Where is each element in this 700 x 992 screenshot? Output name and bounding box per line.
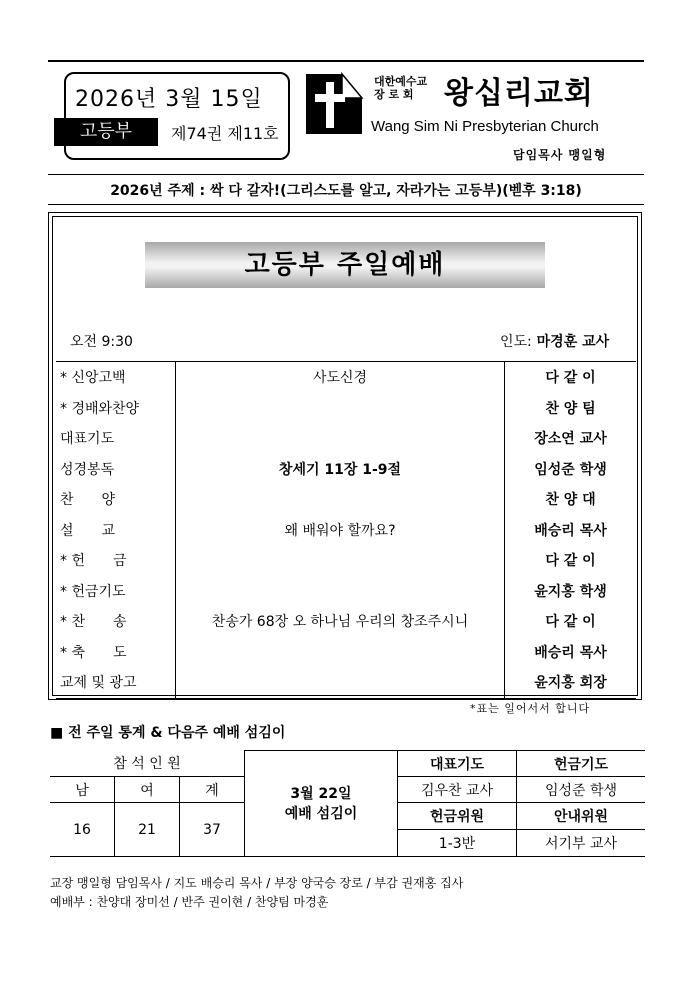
stats-title-text: 전 주일 통계 & 다음주 예배 섬김이: [68, 725, 286, 741]
senior-pastor: 담임목사 맹일형: [513, 148, 607, 162]
next-label: 예배 섬김이: [284, 805, 358, 822]
order-of-worship: [56, 361, 636, 699]
next-date: 3월 22일: [290, 785, 352, 802]
order-content: 왜 배워야 할까요?: [176, 515, 505, 546]
order-row: [56, 423, 636, 454]
prayer-header: 대표기도: [398, 751, 517, 777]
order-person: 찬 양 대: [545, 492, 596, 509]
order-row: [56, 454, 636, 485]
top-rule: [48, 60, 644, 62]
order-content: [176, 637, 505, 668]
order-row: [56, 393, 636, 424]
order-content: [176, 576, 505, 607]
volume-number: 제74권 제11호: [171, 124, 279, 143]
order-item: * 신앙고백: [56, 362, 176, 393]
next-week-cell: [245, 751, 398, 857]
order-row: [56, 484, 636, 515]
year-theme: 2026년 주제 : 싹 다 갈자!(그리스도를 알고, 자라가는 고등부)(벧후 3:18): [110, 183, 582, 199]
order-row: [56, 362, 636, 393]
order-item: 교제 및 광고: [56, 667, 176, 698]
service-time: 오전 9:30: [70, 334, 133, 350]
order-row: [56, 606, 636, 637]
order-person: 윤지홍 학생: [534, 583, 607, 600]
order-row: [56, 545, 636, 576]
order-item: * 축 도: [56, 637, 176, 668]
order-content: [176, 484, 505, 515]
offering-prayer-header: 헌금기도: [517, 751, 646, 777]
order-person: 다 같 이: [545, 553, 596, 570]
order-item: * 찬 송: [56, 606, 176, 637]
order-person: 배승리 목사: [534, 522, 607, 539]
cross-logo-icon: [302, 68, 366, 140]
order-person: 다 같 이: [545, 614, 596, 631]
total-header: 계: [180, 777, 245, 803]
order-person: 배승리 목사: [534, 644, 607, 661]
order-person: 다 같 이: [505, 362, 637, 393]
stats-table: [50, 750, 645, 857]
order-item: * 경배와찬양: [56, 393, 176, 424]
square-bullet-icon: ■: [50, 725, 69, 741]
order-person: 임성준 학생: [534, 461, 607, 478]
female-header: 여: [115, 777, 180, 803]
male-header: 남: [50, 777, 115, 803]
male-count: 16: [50, 803, 115, 857]
stats-title: [50, 722, 285, 742]
order-content: [176, 393, 505, 424]
order-content: 창세기 11장 1-9절: [176, 454, 505, 485]
divider: [48, 204, 644, 205]
church-name-english: Wang Sim Ni Presbyterian Church: [371, 118, 599, 135]
order-row: [56, 637, 636, 668]
prayer-person: 김우찬 교사: [398, 777, 517, 803]
order-item: 찬 양: [56, 484, 176, 515]
order-content: 사도신경: [176, 362, 505, 393]
order-item: 대표기도: [56, 423, 176, 454]
usher: 서기부 교사: [517, 830, 646, 857]
usher-header: 안내위원: [517, 803, 646, 830]
offering-committee-header: 헌금위원: [398, 803, 517, 830]
footer: [50, 874, 463, 912]
offering-committee: 1-3반: [398, 830, 517, 857]
order-person: 찬 양 팀: [545, 400, 596, 417]
footer-staff: 교장 맹일형 담임목사 / 지도 배승리 목사 / 부장 양국승 장로 / 부감 권재홍 집사: [50, 876, 464, 890]
denomination: [374, 75, 427, 101]
order-row: [56, 667, 636, 698]
order-item: * 헌금기도: [56, 576, 176, 607]
offering-prayer-person: 임성준 학생: [517, 777, 646, 803]
order-row: [56, 576, 636, 607]
order-person: 윤지홍 회장: [505, 667, 637, 698]
order-content: [176, 667, 505, 698]
standing-note: *표는 일어서서 합니다: [470, 702, 591, 715]
church-name: 왕십리교회: [444, 76, 594, 111]
order-content: 찬송가 68장 오 하나님 우리의 창조주시니: [176, 606, 505, 637]
denomination-line2: 장 로 회: [374, 88, 414, 101]
leader-label: 인도:: [500, 334, 532, 350]
order-content: [176, 423, 505, 454]
female-count: 21: [115, 803, 180, 857]
bulletin-date: 2026년 3월 15일: [75, 87, 263, 112]
service-title: 고등부 주일예배: [145, 242, 545, 288]
attendance-header: 참 석 인 원: [50, 751, 245, 777]
order-person: 장소연 교사: [534, 431, 607, 448]
order-content: [176, 545, 505, 576]
total-count: 37: [180, 803, 245, 857]
order-item: 설 교: [56, 515, 176, 546]
denomination-line1: 대한예수교: [374, 75, 428, 88]
order-item: * 헌 금: [56, 545, 176, 576]
order-item: 성경봉독: [56, 454, 176, 485]
department-tag: 고등부: [54, 118, 158, 146]
footer-worship-team: 예배부 : 찬양대 장미선 / 반주 권이현 / 찬양팀 마경훈: [50, 895, 329, 909]
leader-name: 마경훈 교사: [536, 334, 610, 350]
service-leader: [500, 331, 609, 351]
divider: [48, 174, 644, 175]
order-row: [56, 515, 636, 546]
